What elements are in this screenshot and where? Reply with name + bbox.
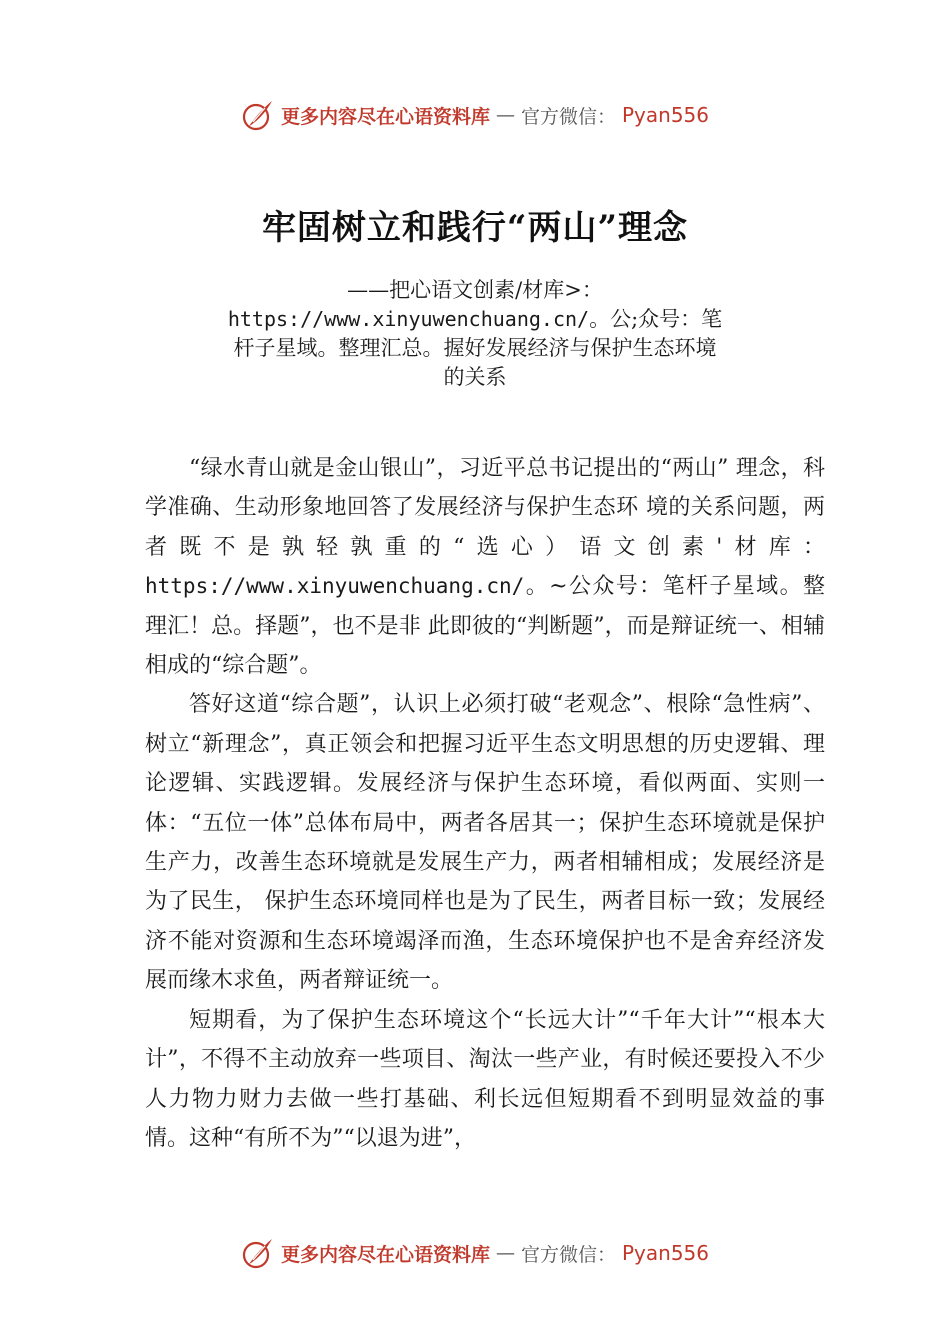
subtitle-url: https://www.xinyuwenchuang.cn/ <box>227 307 590 331</box>
paragraph-1-text-1: “绿水青山就是金山银山”，习近平总书记提出的“两山” 理念，科学准确、生动形象地回答了发展经济与保护生态环 境的关系问题，两者既不是孰轻孰重的“选心）语文创素'材库： <box>145 456 825 560</box>
banner-wechat-id: Pyan556 <box>622 1241 710 1265</box>
subtitle-text-2: 。公;众号：笔杆子星域。整理汇总。握好发展经济与保护生态环境的关系 <box>233 307 723 389</box>
banner-wechat-label: 官方微信： <box>520 1243 616 1266</box>
quill-pen-logo-icon <box>241 98 275 132</box>
footer-banner <box>0 1233 950 1273</box>
banner-site-name: 更多内容尽在心语资料库 <box>280 1243 490 1266</box>
paragraph-3-text: 短期看，为了保护生态环境这个“长远大计”“千年大计”“根本大计”，不得不主动放弃一些项目、淘汰一些产业，有时候还要投入不少人力物力财力去做一些打基础、利长远但短期看不到明显效益的事情。这种“有所不为”“以退为进”， <box>145 1007 825 1151</box>
document-title: 牢固树立和践行“两山”理念 <box>261 208 689 248</box>
paragraph-3 <box>145 1001 825 1159</box>
header-banner <box>0 95 950 135</box>
banner-separator: — <box>495 104 515 126</box>
banner-wechat-label: 官方微信： <box>520 105 616 128</box>
document-subtitle <box>225 276 725 392</box>
subtitle-text-1: ——把心语文创素/材库>： <box>347 278 603 302</box>
banner-site-name: 更多内容尽在心语资料库 <box>280 105 490 128</box>
banner-separator: — <box>495 1242 515 1264</box>
paragraph-2 <box>145 685 825 1000</box>
document-body <box>145 449 825 1158</box>
paragraph-1 <box>145 449 825 685</box>
paragraph-2-text: 答好这道“综合题”，认识上必须打破“老观念”、根除“急性病”、树立“新理念”，真正领会和把握习近平生态文明思想的历史逻辑、理论逻辑、实践逻辑。发展经济与保护生态环境，看似两面、实则一体：“五位一体”总体布局中，两者各居其一；保护生态环境就是保护生产力，改善生态环境就是发展生产力，两者相辅相成；发展经济是为了民生， 保护生态环境同样也是为了民生，两者目标一致；发展经济不能对资源和生态环境竭泽而渔，生态环境保护也不是舍弃经济发展而缘木求鱼，两者辩证统一。 <box>145 692 825 994</box>
quill-pen-logo-icon <box>241 1236 275 1270</box>
banner-wechat-id: Pyan556 <box>622 103 710 127</box>
paragraph-1-url: https://www.xinyuwenchuang.cn/ <box>145 574 525 599</box>
paragraph-1-text-2: 。~公众号：笔杆子星域。整理汇！总。择题”，也不是非 此即彼的“判断题”，而是辩证统一、相辅相成的“综合题”。 <box>145 574 825 679</box>
